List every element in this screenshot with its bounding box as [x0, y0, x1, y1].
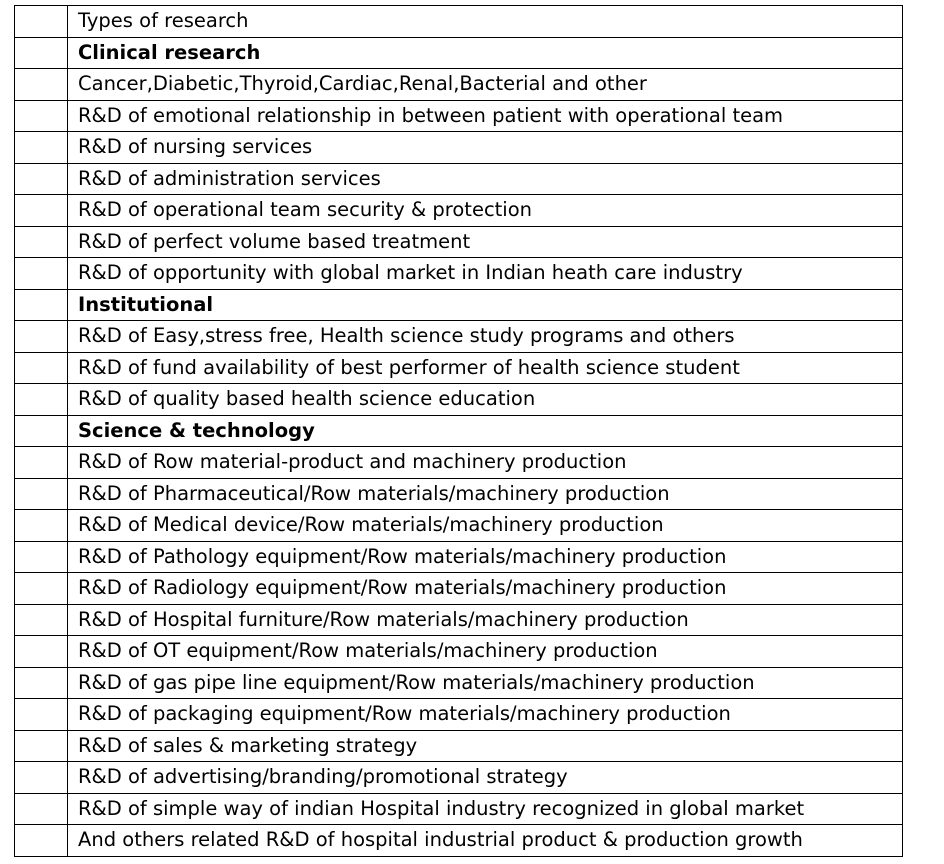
- empty-index-cell: [15, 415, 68, 447]
- empty-index-cell: [15, 825, 68, 857]
- empty-index-cell: [15, 793, 68, 825]
- empty-index-cell: [15, 37, 68, 69]
- research-item-cell: R&D of packaging equipment/Row materials/machinery production: [68, 699, 903, 731]
- research-item-cell: And others related R&D of hospital industrial product & production growth: [68, 825, 903, 857]
- research-item-cell: R&D of Hospital furniture/Row materials/machinery production: [68, 604, 903, 636]
- table-row: [15, 793, 903, 825]
- section-heading-cell: Science & technology: [68, 415, 903, 447]
- research-item-cell: R&D of fund availability of best performer of health science student: [68, 352, 903, 384]
- section-heading-cell: Clinical research: [68, 37, 903, 69]
- table-row: [15, 163, 903, 195]
- empty-index-cell: [15, 258, 68, 290]
- empty-index-cell: [15, 289, 68, 321]
- table-row: [15, 447, 903, 479]
- table-row: [15, 573, 903, 605]
- research-item-cell: R&D of gas pipe line equipment/Row materials/machinery production: [68, 667, 903, 699]
- research-item-cell: R&D of Pathology equipment/Row materials/machinery production: [68, 541, 903, 573]
- empty-index-cell: [15, 447, 68, 479]
- empty-index-cell: [15, 384, 68, 416]
- empty-index-cell: [15, 541, 68, 573]
- research-item-cell: R&D of nursing services: [68, 132, 903, 164]
- table-row: [15, 636, 903, 668]
- table-row: [15, 132, 903, 164]
- table-row: [15, 541, 903, 573]
- table-row: [15, 69, 903, 101]
- table-row: [15, 352, 903, 384]
- research-item-cell: R&D of Medical device/Row materials/machinery production: [68, 510, 903, 542]
- empty-index-cell: [15, 226, 68, 258]
- research-item-cell: R&D of opportunity with global market in Indian heath care industry: [68, 258, 903, 290]
- research-item-cell: Cancer,Diabetic,Thyroid,Cardiac,Renal,Bacterial and other: [68, 69, 903, 101]
- table-body: [15, 6, 903, 857]
- table-section-heading-row: [15, 37, 903, 69]
- research-item-cell: R&D of perfect volume based treatment: [68, 226, 903, 258]
- table-section-heading-row: [15, 289, 903, 321]
- empty-index-cell: [15, 573, 68, 605]
- research-item-cell: R&D of quality based health science education: [68, 384, 903, 416]
- empty-index-cell: [15, 699, 68, 731]
- table-row: [15, 100, 903, 132]
- empty-index-cell: [15, 69, 68, 101]
- table-row: [15, 667, 903, 699]
- table-row: [15, 510, 903, 542]
- table-row: [15, 384, 903, 416]
- table-row: [15, 226, 903, 258]
- research-item-cell: R&D of administration services: [68, 163, 903, 195]
- table-row: [15, 258, 903, 290]
- empty-index-cell: [15, 604, 68, 636]
- research-item-cell: R&D of advertising/branding/promotional strategy: [68, 762, 903, 794]
- research-item-cell: R&D of Row material-product and machinery production: [68, 447, 903, 479]
- table-row: [15, 478, 903, 510]
- research-item-cell: R&D of Radiology equipment/Row materials/machinery production: [68, 573, 903, 605]
- table-row: [15, 321, 903, 353]
- table-row: [15, 195, 903, 227]
- empty-index-cell: [15, 730, 68, 762]
- empty-index-cell: [15, 636, 68, 668]
- research-item-cell: R&D of sales & marketing strategy: [68, 730, 903, 762]
- research-item-cell: R&D of Easy,stress free, Health science study programs and others: [68, 321, 903, 353]
- research-item-cell: R&D of emotional relationship in between patient with operational team: [68, 100, 903, 132]
- research-item-cell: R&D of OT equipment/Row materials/machinery production: [68, 636, 903, 668]
- empty-index-cell: [15, 478, 68, 510]
- empty-index-cell: [15, 6, 68, 38]
- research-item-cell: Types of research: [68, 6, 903, 38]
- research-item-cell: R&D of Pharmaceutical/Row materials/machinery production: [68, 478, 903, 510]
- table-row: [15, 699, 903, 731]
- empty-index-cell: [15, 163, 68, 195]
- table-section-heading-row: [15, 415, 903, 447]
- table-row: [15, 730, 903, 762]
- empty-index-cell: [15, 762, 68, 794]
- empty-index-cell: [15, 352, 68, 384]
- empty-index-cell: [15, 132, 68, 164]
- empty-index-cell: [15, 100, 68, 132]
- table-row: [15, 6, 903, 38]
- empty-index-cell: [15, 321, 68, 353]
- table-row: [15, 825, 903, 857]
- research-types-table: [14, 5, 903, 857]
- table-row: [15, 604, 903, 636]
- empty-index-cell: [15, 195, 68, 227]
- research-item-cell: R&D of operational team security & protection: [68, 195, 903, 227]
- empty-index-cell: [15, 667, 68, 699]
- empty-index-cell: [15, 510, 68, 542]
- section-heading-cell: Institutional: [68, 289, 903, 321]
- research-item-cell: R&D of simple way of indian Hospital industry recognized in global market: [68, 793, 903, 825]
- table-row: [15, 762, 903, 794]
